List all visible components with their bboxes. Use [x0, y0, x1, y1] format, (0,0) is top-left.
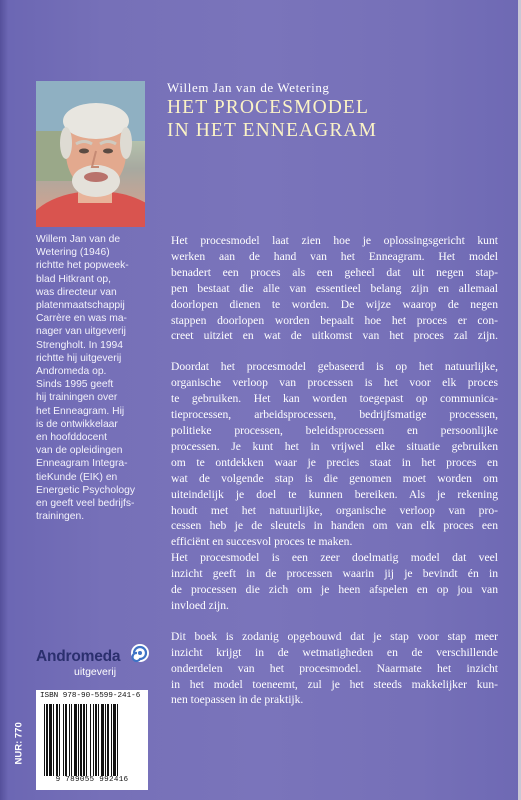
- barcode-bar: [80, 704, 82, 776]
- title-line-1: HET PROCESMODEL: [167, 97, 369, 118]
- book-title: [167, 96, 497, 142]
- blurb-line: benadert een proces als een geheel dat uit negen stap-: [171, 265, 498, 279]
- blurb-text: [171, 233, 498, 708]
- publisher-subtitle: uitgeverij: [74, 666, 117, 678]
- bio-line: richtte het popweek-: [36, 260, 129, 272]
- blurb-line: onderdelen van het procesmodel. Naarmate het inzicht: [171, 661, 498, 675]
- bio-line: Wetering (1946): [36, 247, 110, 259]
- blurb-line: processen. Je kunt het in vrijwel elke situatie gebruiken: [171, 439, 498, 453]
- blurb-line: in het model toeneemt, zul je het steeds makkelijker kun-: [171, 677, 498, 691]
- barcode-bar: [59, 704, 60, 776]
- barcode-bar: [117, 704, 118, 776]
- barcode-bar: [86, 704, 87, 776]
- bio-line: Enneagram Integra-: [36, 458, 128, 470]
- blurb-line: Dit boek is zodanig opgebouwd dat je stap voor stap meer: [171, 629, 498, 643]
- bio-line: Willem Jan van de: [36, 234, 121, 245]
- blurb-line: efficiënt en succesvol proces te maken.: [171, 535, 353, 549]
- barcode-bar: [53, 704, 54, 776]
- bio-line: trainingen.: [36, 511, 85, 523]
- bio-line: van de opleidingen: [36, 445, 123, 457]
- blurb-line: inzicht geeft in de processen waarin jij je bevindt én in: [171, 567, 498, 581]
- bio-line: het Enneagram. Hij: [36, 405, 125, 417]
- blurb-line: werken aan de hand van het Enneagram. Het model: [171, 249, 498, 263]
- bio-line: Sinds 1995 geeft: [36, 379, 114, 391]
- bio-line: blad Hitkrant op,: [36, 273, 111, 285]
- bio-line: is de ontwikkelaar: [36, 418, 118, 430]
- barcode-bar: [111, 704, 112, 776]
- isbn-label: ISBN 978-90-5599-241-6: [40, 692, 141, 700]
- blurb-line: politieke processen, beleidsprocessen en persoonlijke: [171, 423, 498, 437]
- publisher-name: Andromeda: [36, 648, 121, 665]
- bio-line: en geeft veel bedrijfs-: [36, 498, 135, 510]
- barcode-bars: [44, 704, 140, 776]
- barcode-bar: [107, 704, 109, 776]
- bio-line: richtte hij uitgeverij: [36, 352, 122, 364]
- bio-line: Andromeda op.: [36, 366, 107, 378]
- blurb-line: om te ontdekken waar je precies staat in het proces en: [171, 455, 498, 469]
- blurb-paragraph-3: [171, 550, 498, 614]
- barcode-bar: [49, 704, 52, 776]
- spiral-galaxy-icon: [128, 642, 152, 664]
- title-line-2: IN HET ENNEAGRAM: [167, 120, 378, 141]
- barcode-bar: [83, 704, 85, 776]
- bio-line: Energetic Psychology: [36, 484, 136, 496]
- barcode-bar: [78, 704, 79, 776]
- barcode-bar: [95, 704, 97, 776]
- blurb-line: tieprocessen, arbeidsprocessen, bedrijfsmatige processen,: [171, 408, 498, 422]
- blurb-line: Doordat het procesmodel gebaseerd is op het natuurlijke,: [171, 360, 498, 374]
- author-photo: [36, 81, 145, 227]
- blurb-line: houdt met het natuurlijke, organische verloop van pro-: [171, 503, 498, 517]
- blurb-line: organische verloop van processen is het voor elk proces: [171, 376, 498, 390]
- blurb-line: stappen doorlopen worden bepaalt hoe het proces er con-: [171, 313, 498, 327]
- publisher-logo: [36, 646, 156, 680]
- barcode-number: 9 789055 992416: [55, 776, 129, 784]
- blurb-line: te gebruiken. Het kan worden toegepast op communica-: [171, 392, 498, 406]
- barcode-bar: [44, 704, 45, 776]
- blurb-line: inzicht krijgt in de wetmatigheden en de verschillende: [171, 645, 498, 659]
- blurb-line: uiteindelijk je doel te kunnen bereiken. Als je rekening: [171, 487, 498, 501]
- blurb-line: Het procesmodel laat zien hoe je oplossingsgericht kunt: [171, 234, 498, 247]
- author-name: Willem Jan van de Wetering: [167, 80, 330, 95]
- blurb-line: pen bestaat die alle van essentieel belang zijn en allemaal: [171, 281, 498, 295]
- blurb-line: cessen heb je de sleutels in handen om van elk proces een: [171, 519, 498, 533]
- barcode-bar: [63, 704, 64, 776]
- barcode-bar: [65, 704, 67, 776]
- blurb-paragraph-1: [171, 233, 498, 344]
- barcode-bar: [113, 704, 116, 776]
- barcode-bar: [71, 704, 72, 776]
- barcode-bar: [56, 704, 58, 776]
- blurb-paragraph-2: [171, 359, 498, 550]
- bio-line: Carrère en was ma-: [36, 313, 127, 325]
- barcode-bar: [69, 704, 70, 776]
- barcode-bar: [74, 704, 77, 776]
- barcode-bar: [46, 704, 48, 776]
- blurb-line: doorlopen dienen te worden. De wijze waarop de negen: [171, 297, 498, 311]
- blurb-line: de processen die zich om je heen afspelen en op jou van: [171, 583, 498, 597]
- blurb-line: nen toepassen in de praktijk.: [171, 693, 304, 707]
- barcode: [36, 690, 148, 790]
- blurb-line: creet uitziet en wat de uitkomst van het proces zal zijn.: [171, 329, 498, 343]
- bio-line: tieKunde (EIK) en: [36, 471, 118, 483]
- bio-line: en hoofddocent: [36, 432, 107, 444]
- barcode-bar: [90, 704, 91, 776]
- bio-line: was directeur van: [36, 286, 117, 298]
- blurb-line: wat de volgende stap is die genomen moet worden om: [171, 471, 498, 485]
- nur-code: NUR: 770: [13, 722, 25, 765]
- blurb-paragraph-4: [171, 629, 498, 709]
- blurb-line: Het procesmodel is een zeer doelmatig model dat veel: [171, 551, 498, 565]
- blurb-line: invloed zijn.: [171, 598, 229, 612]
- barcode-bar: [98, 704, 99, 776]
- barcode-bar: [105, 704, 106, 776]
- spine-edge: [0, 0, 8, 800]
- author-bio: [36, 233, 154, 523]
- bio-line: Strengholt. In 1994: [36, 339, 124, 351]
- bio-line: nager van uitgeverij: [36, 326, 126, 338]
- barcode-bar: [101, 704, 104, 776]
- barcode-bar: [93, 704, 94, 776]
- bio-line: platenmaatschappij: [36, 300, 125, 312]
- bio-line: hij trainingen over: [36, 392, 118, 404]
